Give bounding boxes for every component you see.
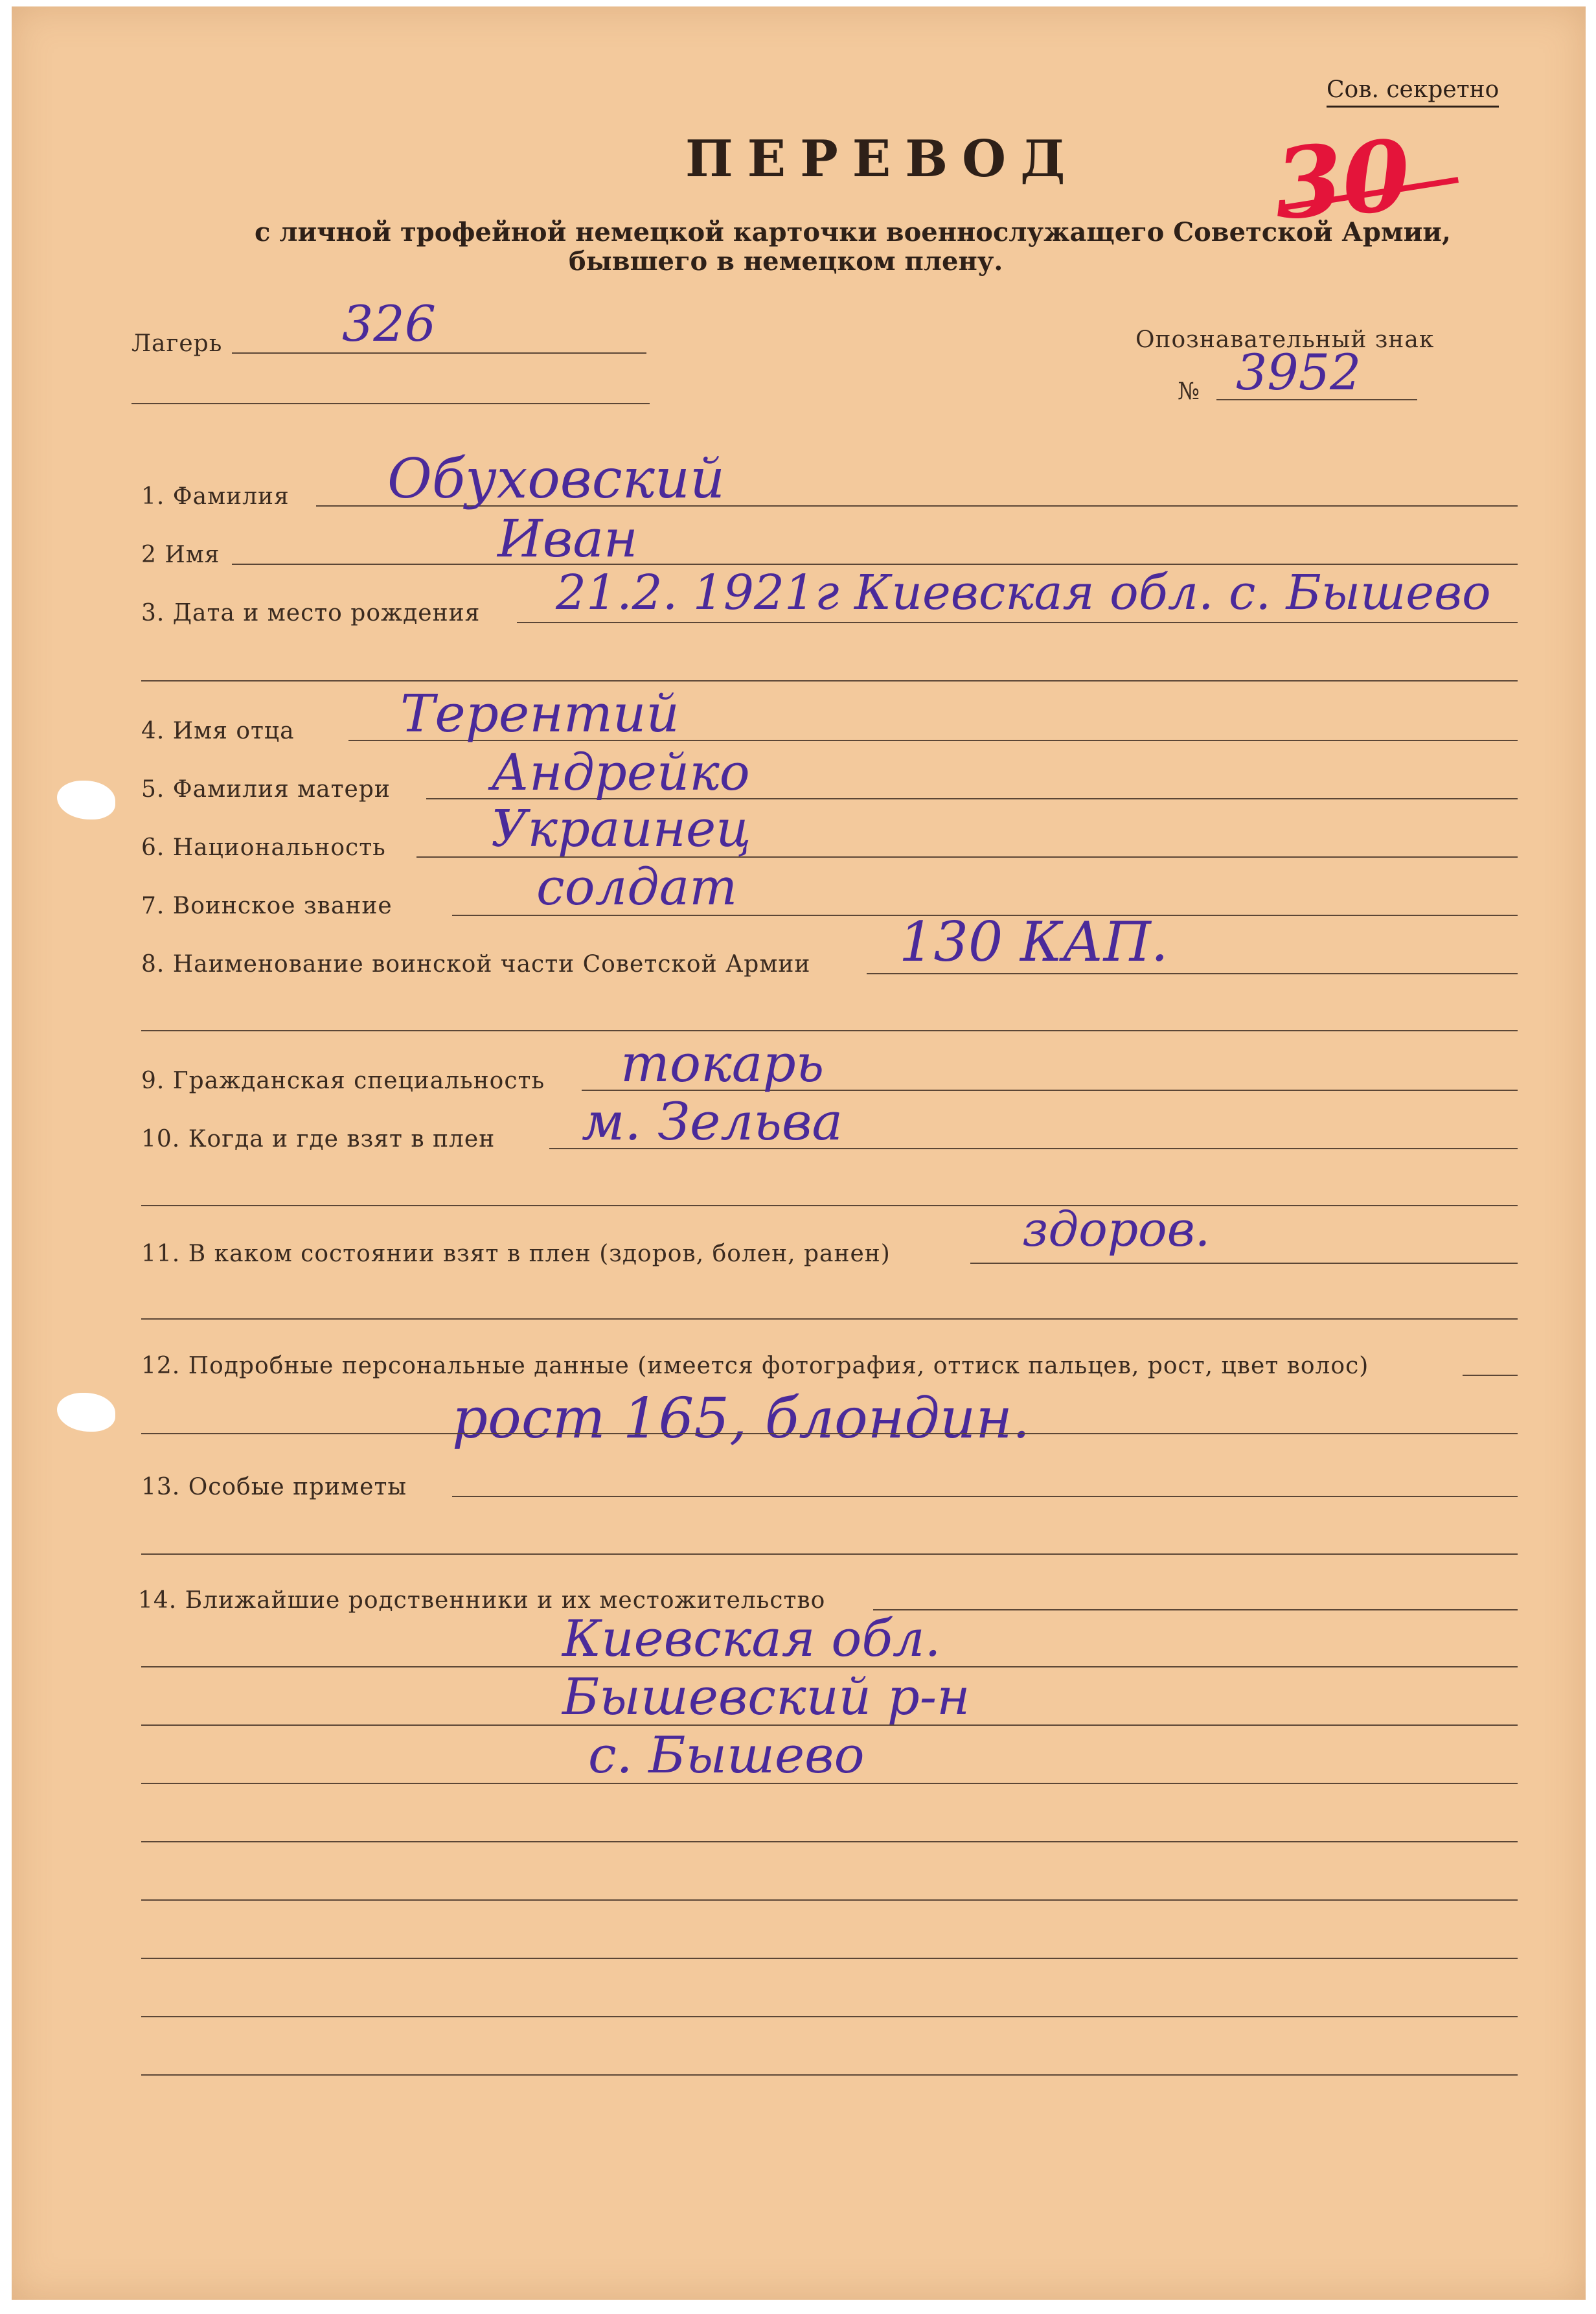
- field-9-value: токарь: [621, 1033, 825, 1094]
- field-11-value: здоров.: [1022, 1202, 1211, 1257]
- field-14-line-4: [141, 1783, 1518, 1784]
- red-pencil-number: 30: [1271, 118, 1414, 242]
- field-11-line-2: [141, 1318, 1518, 1320]
- field-14-line-8: [141, 2016, 1518, 2017]
- field-12-value: рост 165, блондин.: [452, 1386, 1031, 1451]
- field-1-value: Обуховский: [387, 447, 725, 510]
- field-3-line: [517, 622, 1518, 623]
- field-8-value: 130 КАП.: [899, 910, 1168, 974]
- field-3-line-2: [141, 680, 1518, 682]
- field-10-value: м. Зельва: [582, 1092, 843, 1152]
- id-tag-label: Опознавательный знак: [1135, 326, 1435, 353]
- field-13-line: [452, 1496, 1518, 1497]
- field-3-label: 3. Дата и место рождения: [141, 600, 481, 626]
- field-2-value: Иван: [497, 509, 638, 569]
- subtitle-line-1: с личной трофейной немецкой карточки военнослужащего Советской Армии,: [255, 217, 1451, 247]
- field-6-label: 6. Национальность: [141, 834, 386, 861]
- field-10-label: 10. Когда и где взят в плен: [141, 1126, 496, 1152]
- field-12-line: [1463, 1375, 1518, 1376]
- field-14-line-6: [141, 1899, 1518, 1901]
- field-1-label: 1. Фамилия: [141, 483, 290, 510]
- field-8-line-2: [141, 1030, 1518, 1031]
- field-14-label: 14. Ближайшие родственники и их местожительство: [138, 1587, 826, 1614]
- field-14-line-3: [141, 1724, 1518, 1726]
- field-13-line-2: [141, 1553, 1518, 1555]
- document-page: [12, 6, 1586, 2300]
- field-11-label: 11. В каком состоянии взят в плен (здоров, болен, ранен): [141, 1241, 891, 1267]
- field-4-value: Терентий: [400, 683, 679, 744]
- id-tag-value: 3952: [1236, 343, 1362, 401]
- field-6-value: Украинец: [491, 800, 751, 858]
- field-14-value-line-2: Бышевский р-н: [562, 1668, 970, 1726]
- field-14-line: [873, 1609, 1518, 1610]
- field-11-line: [970, 1263, 1518, 1264]
- field-14-line-2: [141, 1666, 1518, 1667]
- field-14-value-line-1: Киевская обл.: [562, 1610, 941, 1668]
- secret-stamp: Сов. секретно: [1327, 76, 1499, 108]
- punch-hole-bottom: [57, 1393, 115, 1432]
- field-12-label: 12. Подробные персональные данные (имеется фотография, оттиск пальцев, рост, цвет волос): [141, 1353, 1369, 1379]
- camp-line-2: [131, 403, 650, 404]
- field-14-value-line-3: с. Бышево: [588, 1726, 865, 1785]
- field-2-label: 2 Имя: [141, 542, 220, 568]
- id-tag-number-sign: №: [1178, 378, 1201, 405]
- camp-label: Лагерь: [131, 330, 223, 357]
- punch-hole-top: [57, 781, 115, 819]
- field-7-label: 7. Воинское звание: [141, 893, 393, 919]
- field-5-value: Андрейко: [491, 744, 750, 802]
- field-3-value: 21.2. 1921г Киевская обл. с. Бышево: [556, 565, 1491, 621]
- field-10-line-2: [141, 1205, 1518, 1206]
- field-14-line-5: [141, 1841, 1518, 1842]
- field-12-line-2: [141, 1433, 1518, 1434]
- field-8-label: 8. Наименование воинской части Советской Армии: [141, 951, 811, 978]
- field-5-label: 5. Фамилия матери: [141, 776, 391, 803]
- camp-line: [232, 352, 646, 354]
- field-14-line-7: [141, 1958, 1518, 1959]
- page-title: ПЕРЕВОД: [685, 130, 1080, 189]
- field-13-label: 13. Особые приметы: [141, 1474, 407, 1500]
- field-9-label: 9. Гражданская специальность: [141, 1068, 545, 1094]
- subtitle-line-2: бывшего в немецком плену.: [569, 246, 1003, 277]
- camp-value: 326: [342, 295, 437, 352]
- field-7-value: солдат: [536, 858, 738, 917]
- field-4-label: 4. Имя отца: [141, 718, 295, 744]
- field-14-line-9: [141, 2074, 1518, 2076]
